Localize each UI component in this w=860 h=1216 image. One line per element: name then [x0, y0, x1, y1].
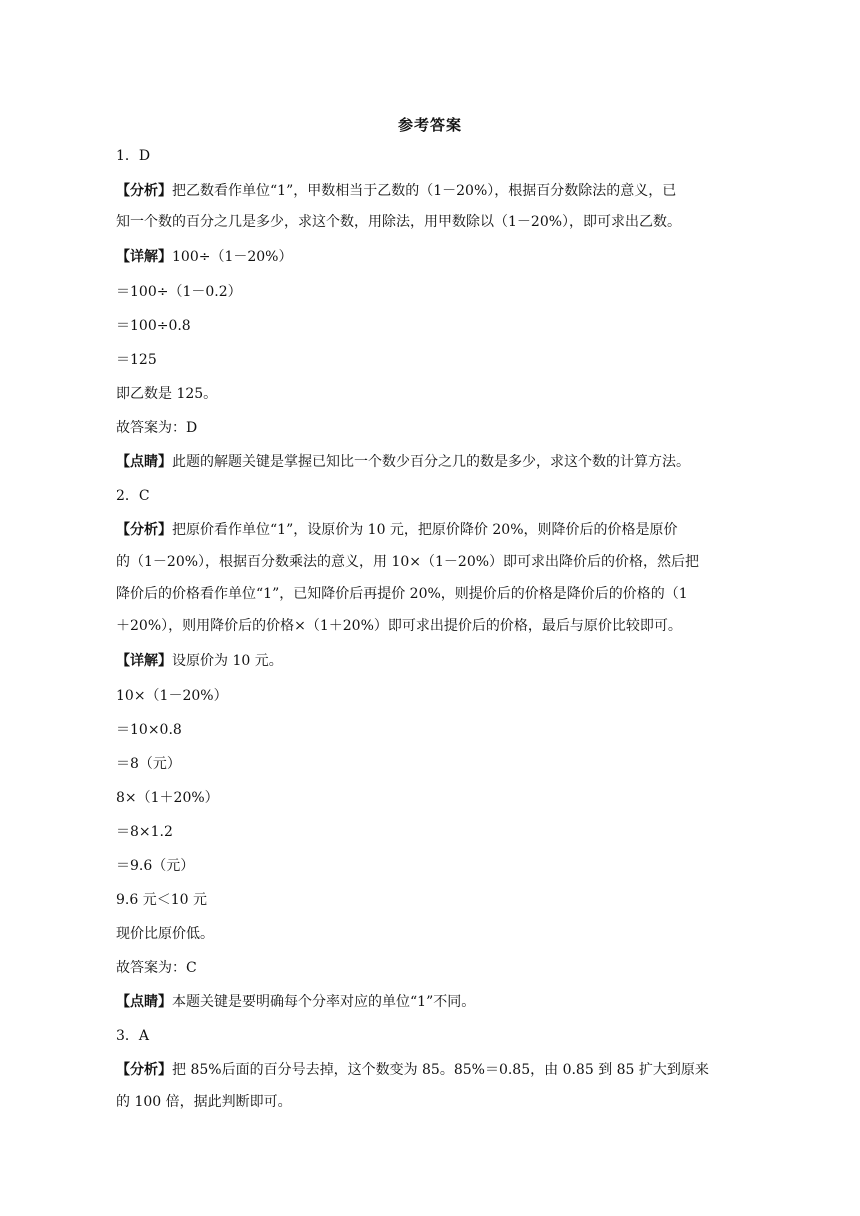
q2-analysis-text: ＋20%），则用降价后的价格×（1＋20%）即可求出提价后的价格，最后与原价比较即可。	[116, 618, 682, 634]
q2-step: 10×（1－20%）	[116, 688, 228, 704]
detail-tag: 【详解】	[116, 653, 172, 669]
q1-step: ＝100÷0.8	[116, 318, 191, 334]
q2-comment-line	[116, 992, 756, 1012]
q3-analysis-text: 把 85%后面的百分号去掉，这个数变为 85。85%＝0.85，由 0.85 到 85 扩大到原来	[172, 1062, 709, 1078]
analysis-tag: 【分析】	[116, 522, 172, 538]
q1-answer: 1．D	[116, 148, 151, 164]
q2-analysis-text: 把原价看作单位“1”，设原价为 10 元，把原价降价 20%，则降价后的价格是原价	[172, 522, 678, 538]
q1-detail-line	[116, 247, 756, 267]
analysis-tag: 【分析】	[116, 183, 172, 199]
q2-answer: 2．C	[116, 488, 150, 504]
comment-tag: 【点睛】	[116, 454, 172, 470]
analysis-tag: 【分析】	[116, 1062, 172, 1078]
q2-conclusion: 现价比原价低。	[116, 926, 214, 942]
q2-analysis-line	[116, 520, 756, 540]
q1-comment-text: 此题的解题关键是掌握已知比一个数少百分之几的数是多少，求这个数的计算方法。	[172, 454, 690, 470]
q2-step: ＝10×0.8	[116, 722, 182, 738]
q2-step: ＝8×1.2	[116, 824, 173, 840]
q2-analysis-text: 降价后的价格看作单位“1”，已知降价后再提价 20%，则提价后的价格是降价后的价格的（1	[116, 586, 688, 602]
q2-analysis-text: 的（1－20%），根据百分数乘法的意义，用 10×（1－20%）即可求出降价后的价格，然后把	[116, 554, 700, 570]
q1-analysis-text: 把乙数看作单位“1”，甲数相当于乙数的（1－20%），根据百分数除法的意义，已	[172, 183, 677, 199]
q3-analysis-text: 的 100 倍，据此判断即可。	[116, 1094, 292, 1110]
comment-tag: 【点睛】	[116, 994, 172, 1010]
q1-comment-line	[116, 452, 756, 472]
q1-final-answer: 故答案为：D	[116, 420, 198, 436]
q2-step: ＝9.6（元）	[116, 858, 195, 874]
q3-answer: 3．A	[116, 1028, 150, 1044]
q2-final-answer: 故答案为：C	[116, 960, 197, 976]
page-title: 参考答案	[397, 116, 462, 134]
q1-detail-text: 100÷（1－20%）	[172, 249, 293, 265]
q2-step: 8×（1＋20%）	[116, 790, 219, 806]
q1-step: ＝125	[116, 352, 157, 368]
q3-analysis-line	[116, 1060, 756, 1080]
q2-comparison: 9.6 元＜10 元	[116, 892, 207, 908]
q2-detail-line	[116, 651, 756, 671]
detail-tag: 【详解】	[116, 249, 172, 265]
q2-comment-text: 本题关键是要明确每个分率对应的单位“1”不同。	[172, 994, 476, 1010]
q2-detail-text: 设原价为 10 元。	[172, 653, 283, 669]
q1-analysis-line	[116, 181, 756, 201]
q1-conclusion: 即乙数是 125。	[116, 386, 218, 402]
q1-analysis-text: 知一个数的百分之几是多少，求这个数，用除法，用甲数除以（1－20%），即可求出乙数。	[116, 214, 682, 230]
q1-step: ＝100÷（1－0.2）	[116, 284, 242, 300]
q2-step: ＝8（元）	[116, 756, 181, 772]
